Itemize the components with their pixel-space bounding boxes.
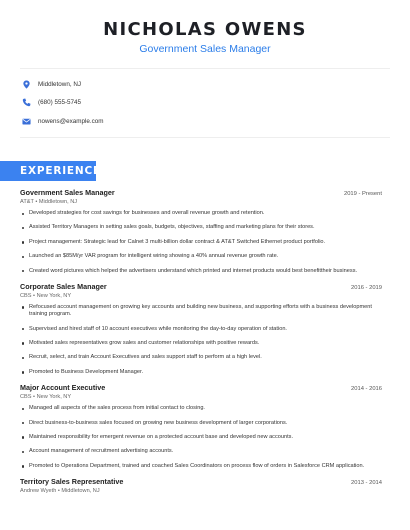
contact-email <box>22 112 410 131</box>
job-company: CBS • New York, NY <box>20 292 72 299</box>
contact-location-text: Middletown, NJ <box>38 80 82 88</box>
candidate-title: Government Sales Manager <box>139 43 271 55</box>
job-bullet: Project management: Strategic lead for Calnet 3 multi-billion dollar contract & AT&T Switched Ethernet product portfolio. <box>20 239 382 246</box>
resume-header <box>0 0 410 56</box>
job-title: Government Sales Manager <box>20 188 115 197</box>
job-dates: 2013 - 2014 <box>351 480 382 487</box>
job-bullet: Motivated sales representatives grow sales and customer relationships with positive rewards. <box>20 340 382 347</box>
job-bullets <box>20 405 382 470</box>
job-entry <box>20 477 382 496</box>
phone-icon <box>22 98 31 107</box>
contact-location <box>22 75 410 94</box>
job-bullet: Launched an $85M/yr VAR program for intelligent wiring showing a 40% annual revenue growth rate. <box>20 253 382 260</box>
job-title: Corporate Sales Manager <box>20 281 107 291</box>
job-bullet: Maintained responsibility for emergent revenue on a protected account base and developed new accounts. <box>20 434 382 441</box>
job-bullet: Promoted to Business Development Manager. <box>20 369 382 376</box>
job-dates: 2014 - 2016 <box>351 386 382 393</box>
contact-phone <box>22 94 410 113</box>
job-dates: 2019 - Present <box>343 191 382 197</box>
job-header <box>20 383 382 393</box>
job-entry <box>20 383 382 470</box>
job-bullet: Created word pictures which helped the advertisers understand which printed and internet products would best benefittheir business. <box>20 268 382 275</box>
job-bullet: Developed strategies for cost savings for businesses and overall revenue growth and retention. <box>20 210 382 217</box>
job-header <box>20 282 382 292</box>
job-dates: 2016 - 2019 <box>351 284 382 291</box>
contact-divider <box>20 137 390 138</box>
job-title: Major Account Executive <box>20 383 106 393</box>
job-company: Andrew Wyeth • Middletown, NJ <box>20 488 100 495</box>
job-entry <box>20 282 382 376</box>
job-bullets <box>20 304 382 376</box>
job-bullets <box>20 210 382 275</box>
job-bullet: Direct business-to-business sales focused on growing new business development of larger corporations. <box>20 420 382 427</box>
job-bullet: Supervised and hired staff of 10 account executives while monitoring the day-to-day operation of station. <box>20 326 382 333</box>
candidate-name: NICHOLAS OWENS <box>103 19 307 40</box>
location-pin-icon <box>22 80 31 89</box>
job-bullet: Managed all aspects of the sales process from initial contact to closing. <box>20 405 382 412</box>
job-bullet: Account management of recruitment advertising accounts. <box>20 448 382 455</box>
job-bullet: Assisted Territory Managers in setting sales goals, budgets, objectives, staffing and marketing plans for their stores. <box>20 224 382 231</box>
job-header <box>20 188 382 198</box>
experience-heading: EXPERIENCE <box>0 161 96 181</box>
job-bullet: Promoted to Operations Department, trained and coached Sales Coordinators on process flow of orders in Salesforce CRM application. <box>20 463 382 470</box>
job-bullet: Recruit, select, and train Account Executives and sales support staff to perform at a high level. <box>20 354 382 361</box>
job-entry <box>20 188 382 275</box>
job-company: CBS • New York, NY <box>20 394 72 401</box>
job-title: Territory Sales Representative <box>20 477 124 487</box>
job-header <box>20 477 382 487</box>
experience-list <box>20 188 382 500</box>
contact-list <box>0 69 410 137</box>
envelope-icon <box>22 117 31 126</box>
job-bullet: Refocused account management on growing key accounts and building new business, and supporting efforts with a business development training program. <box>20 304 382 318</box>
contact-email-text: nowens@example.com <box>38 117 104 125</box>
job-company: AT&T • Middletown, NJ <box>20 199 78 205</box>
contact-phone-text: (680) 555-5745 <box>38 99 82 107</box>
